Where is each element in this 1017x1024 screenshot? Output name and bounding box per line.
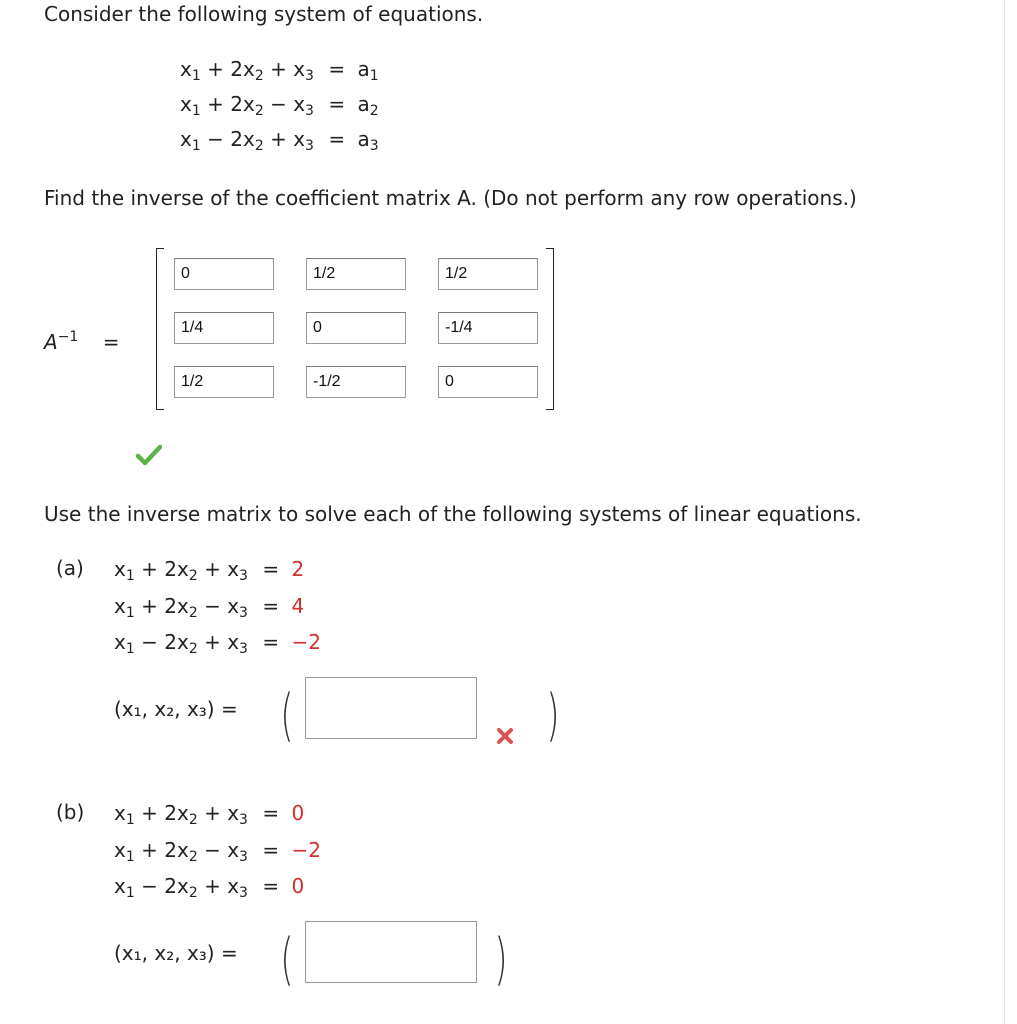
- inverse-prompt: Find the inverse of the coefficient matrix A. (Do not perform any row operations.): [44, 186, 857, 210]
- cross-icon: [496, 727, 514, 745]
- matrix-cell-r2c3[interactable]: -1/4: [438, 312, 538, 344]
- part-b-equation-2: $x_1 + 2x_2 - x_3 = -2$: [114, 838, 321, 865]
- inverse-label: $A^{-1}$ =: [44, 329, 120, 354]
- part-a-equation-2: $x_1 + 2x_2 - x_3 = 4$: [114, 594, 305, 621]
- matrix-cell-r1c1[interactable]: 0: [174, 258, 274, 290]
- matrix-left-bracket: [156, 248, 164, 410]
- matrix-cell-r3c3[interactable]: 0: [438, 366, 538, 398]
- part-a-left-paren: (: [280, 683, 294, 748]
- part-b-label: (b): [56, 800, 85, 824]
- matrix-cell-r1c2[interactable]: 1/2: [306, 258, 406, 290]
- part-b-equation-1: $x_1 + 2x_2 + x_3 = 0$: [114, 801, 305, 828]
- part-a-right-paren: ): [546, 683, 560, 748]
- matrix-cell-r2c2[interactable]: 0: [306, 312, 406, 344]
- part-b-equation-3: $x_1 - 2x_2 + x_3 = 0$: [114, 874, 305, 901]
- general-equation-3: $x_1 - 2x_2 + x_3 = a_3$: [180, 127, 379, 154]
- matrix-cell-r2c1[interactable]: 1/4: [174, 312, 274, 344]
- part-b-answer-label: (x₁, x₂, x₃) =: [114, 941, 238, 965]
- solve-prompt: Use the inverse matrix to solve each of the following systems of linear equations.: [44, 502, 862, 526]
- general-equation-1: $x_1 + 2x_2 + x_3 = a_1$: [180, 57, 379, 84]
- matrix-right-bracket: [546, 248, 554, 410]
- part-a-answer-input[interactable]: [305, 677, 477, 739]
- intro-text: Consider the following system of equations.: [44, 2, 484, 26]
- part-a-equation-1: $x_1 + 2x_2 + x_3 = 2$: [114, 557, 305, 584]
- part-a-equation-3: $x_1 - 2x_2 + x_3 = -2$: [114, 630, 321, 657]
- matrix-cell-r3c2[interactable]: -1/2: [306, 366, 406, 398]
- part-a-answer-label: (x₁, x₂, x₃) =: [114, 697, 238, 721]
- check-icon: [136, 444, 162, 466]
- matrix-cell-r1c3[interactable]: 1/2: [438, 258, 538, 290]
- part-b-left-paren: (: [280, 927, 294, 992]
- part-b-right-paren: ): [494, 927, 508, 992]
- matrix-cell-r3c1[interactable]: 1/2: [174, 366, 274, 398]
- part-a-label: (a): [56, 556, 84, 580]
- part-b-answer-input[interactable]: [305, 921, 477, 983]
- page-divider: [1004, 0, 1005, 1024]
- general-equation-2: $x_1 + 2x_2 - x_3 = a_2$: [180, 92, 379, 119]
